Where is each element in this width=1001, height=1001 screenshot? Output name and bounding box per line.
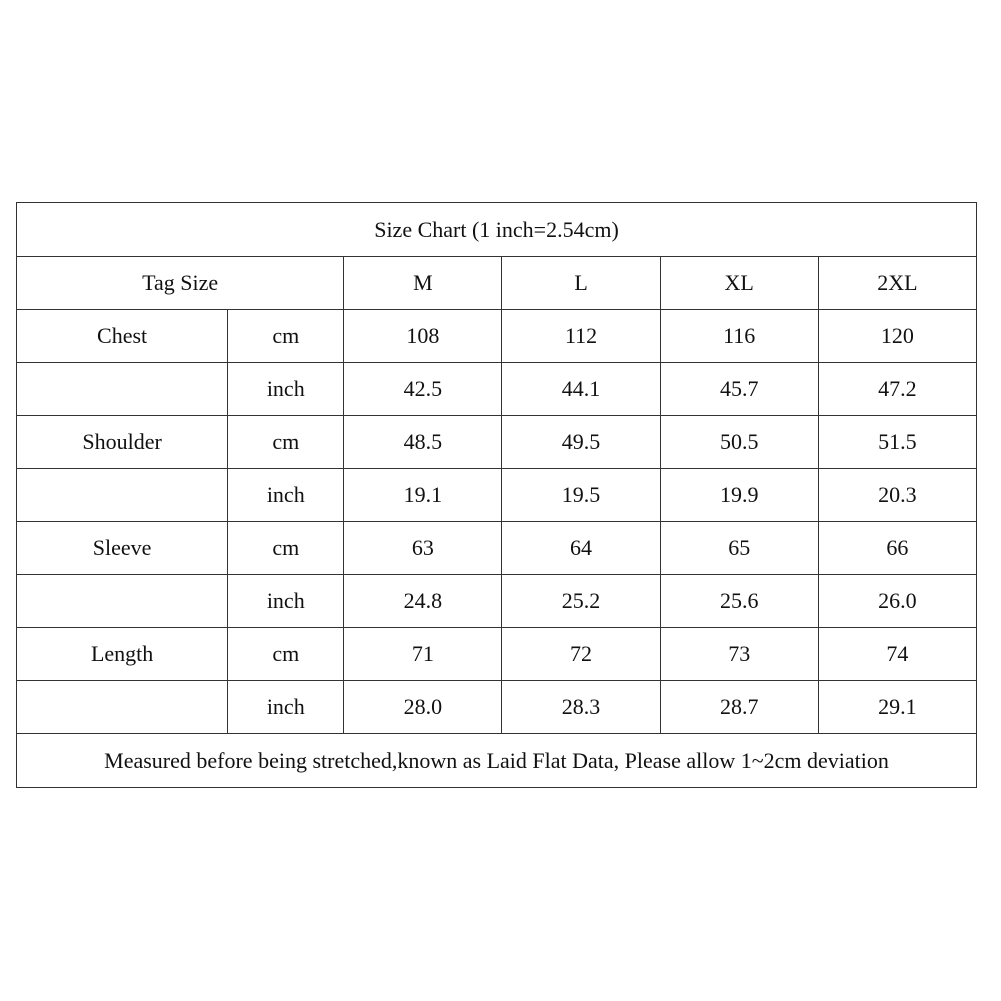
value-cell: 49.5 <box>502 416 660 469</box>
value-cell: 65 <box>660 522 818 575</box>
size-header-l: L <box>502 257 660 310</box>
chart-title: Size Chart (1 inch=2.54cm) <box>17 203 977 257</box>
value-cell: 28.3 <box>502 681 660 734</box>
unit-cell: inch <box>228 575 344 628</box>
value-cell: 116 <box>660 310 818 363</box>
value-cell: 28.0 <box>344 681 502 734</box>
measurement-label <box>17 363 228 416</box>
value-cell: 120 <box>818 310 976 363</box>
value-cell: 66 <box>818 522 976 575</box>
measurement-label <box>17 681 228 734</box>
measurement-label: Length <box>17 628 228 681</box>
value-cell: 108 <box>344 310 502 363</box>
table-row <box>17 310 977 363</box>
value-cell: 20.3 <box>818 469 976 522</box>
footer-row <box>17 734 977 788</box>
value-cell: 73 <box>660 628 818 681</box>
table-row <box>17 416 977 469</box>
unit-cell: inch <box>228 681 344 734</box>
value-cell: 25.6 <box>660 575 818 628</box>
table-row <box>17 628 977 681</box>
value-cell: 51.5 <box>818 416 976 469</box>
value-cell: 42.5 <box>344 363 502 416</box>
size-header-m: M <box>344 257 502 310</box>
value-cell: 50.5 <box>660 416 818 469</box>
unit-cell: inch <box>228 469 344 522</box>
table-row <box>17 575 977 628</box>
value-cell: 28.7 <box>660 681 818 734</box>
value-cell: 44.1 <box>502 363 660 416</box>
table-row <box>17 363 977 416</box>
measurement-note: Measured before being stretched,known as Laid Flat Data, Please allow 1~2cm deviation <box>17 734 977 788</box>
value-cell: 29.1 <box>818 681 976 734</box>
value-cell: 19.5 <box>502 469 660 522</box>
measurement-label: Sleeve <box>17 522 228 575</box>
value-cell: 48.5 <box>344 416 502 469</box>
table-row <box>17 469 977 522</box>
title-row <box>17 203 977 257</box>
header-row <box>17 257 977 310</box>
value-cell: 19.9 <box>660 469 818 522</box>
value-cell: 63 <box>344 522 502 575</box>
value-cell: 72 <box>502 628 660 681</box>
tag-size-header: Tag Size <box>17 257 344 310</box>
measurement-label <box>17 575 228 628</box>
value-cell: 112 <box>502 310 660 363</box>
value-cell: 19.1 <box>344 469 502 522</box>
value-cell: 25.2 <box>502 575 660 628</box>
unit-cell: cm <box>228 522 344 575</box>
size-header-xl: XL <box>660 257 818 310</box>
value-cell: 71 <box>344 628 502 681</box>
value-cell: 47.2 <box>818 363 976 416</box>
table-row <box>17 522 977 575</box>
measurement-label <box>17 469 228 522</box>
unit-cell: cm <box>228 416 344 469</box>
size-chart-table <box>16 202 977 788</box>
value-cell: 24.8 <box>344 575 502 628</box>
value-cell: 74 <box>818 628 976 681</box>
measurement-label: Chest <box>17 310 228 363</box>
table-row <box>17 681 977 734</box>
value-cell: 64 <box>502 522 660 575</box>
measurement-label: Shoulder <box>17 416 228 469</box>
value-cell: 45.7 <box>660 363 818 416</box>
value-cell: 26.0 <box>818 575 976 628</box>
size-header-2xl: 2XL <box>818 257 976 310</box>
unit-cell: inch <box>228 363 344 416</box>
unit-cell: cm <box>228 310 344 363</box>
unit-cell: cm <box>228 628 344 681</box>
